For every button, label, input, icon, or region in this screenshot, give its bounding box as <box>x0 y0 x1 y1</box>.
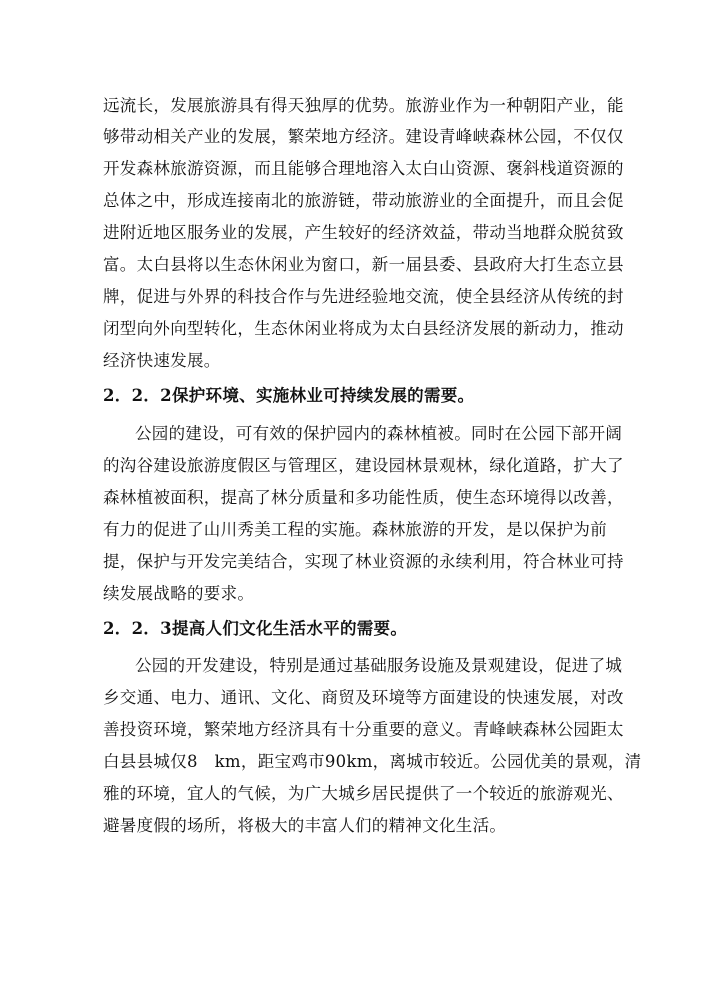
paragraph-line: 森林植被面积，提高了林分质量和多功能性质，使生态环境得以改善， <box>103 488 624 507</box>
paragraph-line: 续发展战略的要求。 <box>103 584 255 603</box>
paragraph-line: 的沟谷建设旅游度假区与管理区，建设园林景观林，绿化道路，扩大了 <box>103 456 624 475</box>
paragraph-line: 白县县城仅8 km，距宝鸡市90km，离城市较近。公园优美的景观，清 <box>103 752 642 771</box>
paragraph-line: 经济快速发展。 <box>103 351 221 370</box>
paragraph-line: 有力的促进了山川秀美工程的实施。森林旅游的开发，是以保护为前 <box>103 520 607 539</box>
paragraph-line: 公园的建设，可有效的保护园内的森林植被。同时在公园下部开阔 <box>135 424 623 443</box>
paragraph-line: 富。太白县将以生态休闲业为窗口，新一届县委、县政府大打生态立县 <box>103 255 624 274</box>
paragraph-line: 公园的开发建设，特别是通过基础服务设施及景观建设，促进了城 <box>135 656 623 675</box>
section-heading-2-2-2: 2．2．2保护环境、实施林业可持续发展的需要。 <box>103 386 475 405</box>
paragraph-line: 够带动相关产业的发展，繁荣地方经济。建设青峰峡森林公园，不仅仅 <box>103 127 624 146</box>
section-heading-2-2-3: 2．2．3提高人们文化生活水平的需要。 <box>103 619 408 638</box>
paragraph-line: 总体之中，形成连接南北的旅游链，带动旅游业的全面提升，而且会促 <box>103 191 624 210</box>
paragraph-line: 善投资环境，繁荣地方经济具有十分重要的意义。青峰峡森林公园距太 <box>103 720 624 739</box>
paragraph-line: 闭型向外向型转化，生态休闲业将成为太白县经济发展的新动力，推动 <box>103 319 624 338</box>
paragraph-line: 雅的环境，宜人的气候，为广大城乡居民提供了一个较近的旅游观光、 <box>103 784 624 803</box>
paragraph-line: 乡交通、电力、通讯、文化、商贸及环境等方面建设的快速发展，对改 <box>103 688 624 707</box>
paragraph-line: 避暑度假的场所，将极大的丰富人们的精神文化生活。 <box>103 816 507 835</box>
paragraph-line: 提，保护与开发完美结合，实现了林业资源的永续利用，符合林业可持 <box>103 552 624 571</box>
paragraph-line: 开发森林旅游资源，而且能够合理地溶入太白山资源、褒斜栈道资源的 <box>103 159 624 178</box>
paragraph-line: 远流长，发展旅游具有得天独厚的优势。旅游业作为一种朝阳产业，能 <box>103 96 624 115</box>
paragraph-line: 牌，促进与外界的科技合作与先进经验地交流，使全县经济从传统的封 <box>103 287 624 306</box>
paragraph-line: 进附近地区服务业的发展，产生较好的经济效益，带动当地群众脱贫致 <box>103 223 624 242</box>
